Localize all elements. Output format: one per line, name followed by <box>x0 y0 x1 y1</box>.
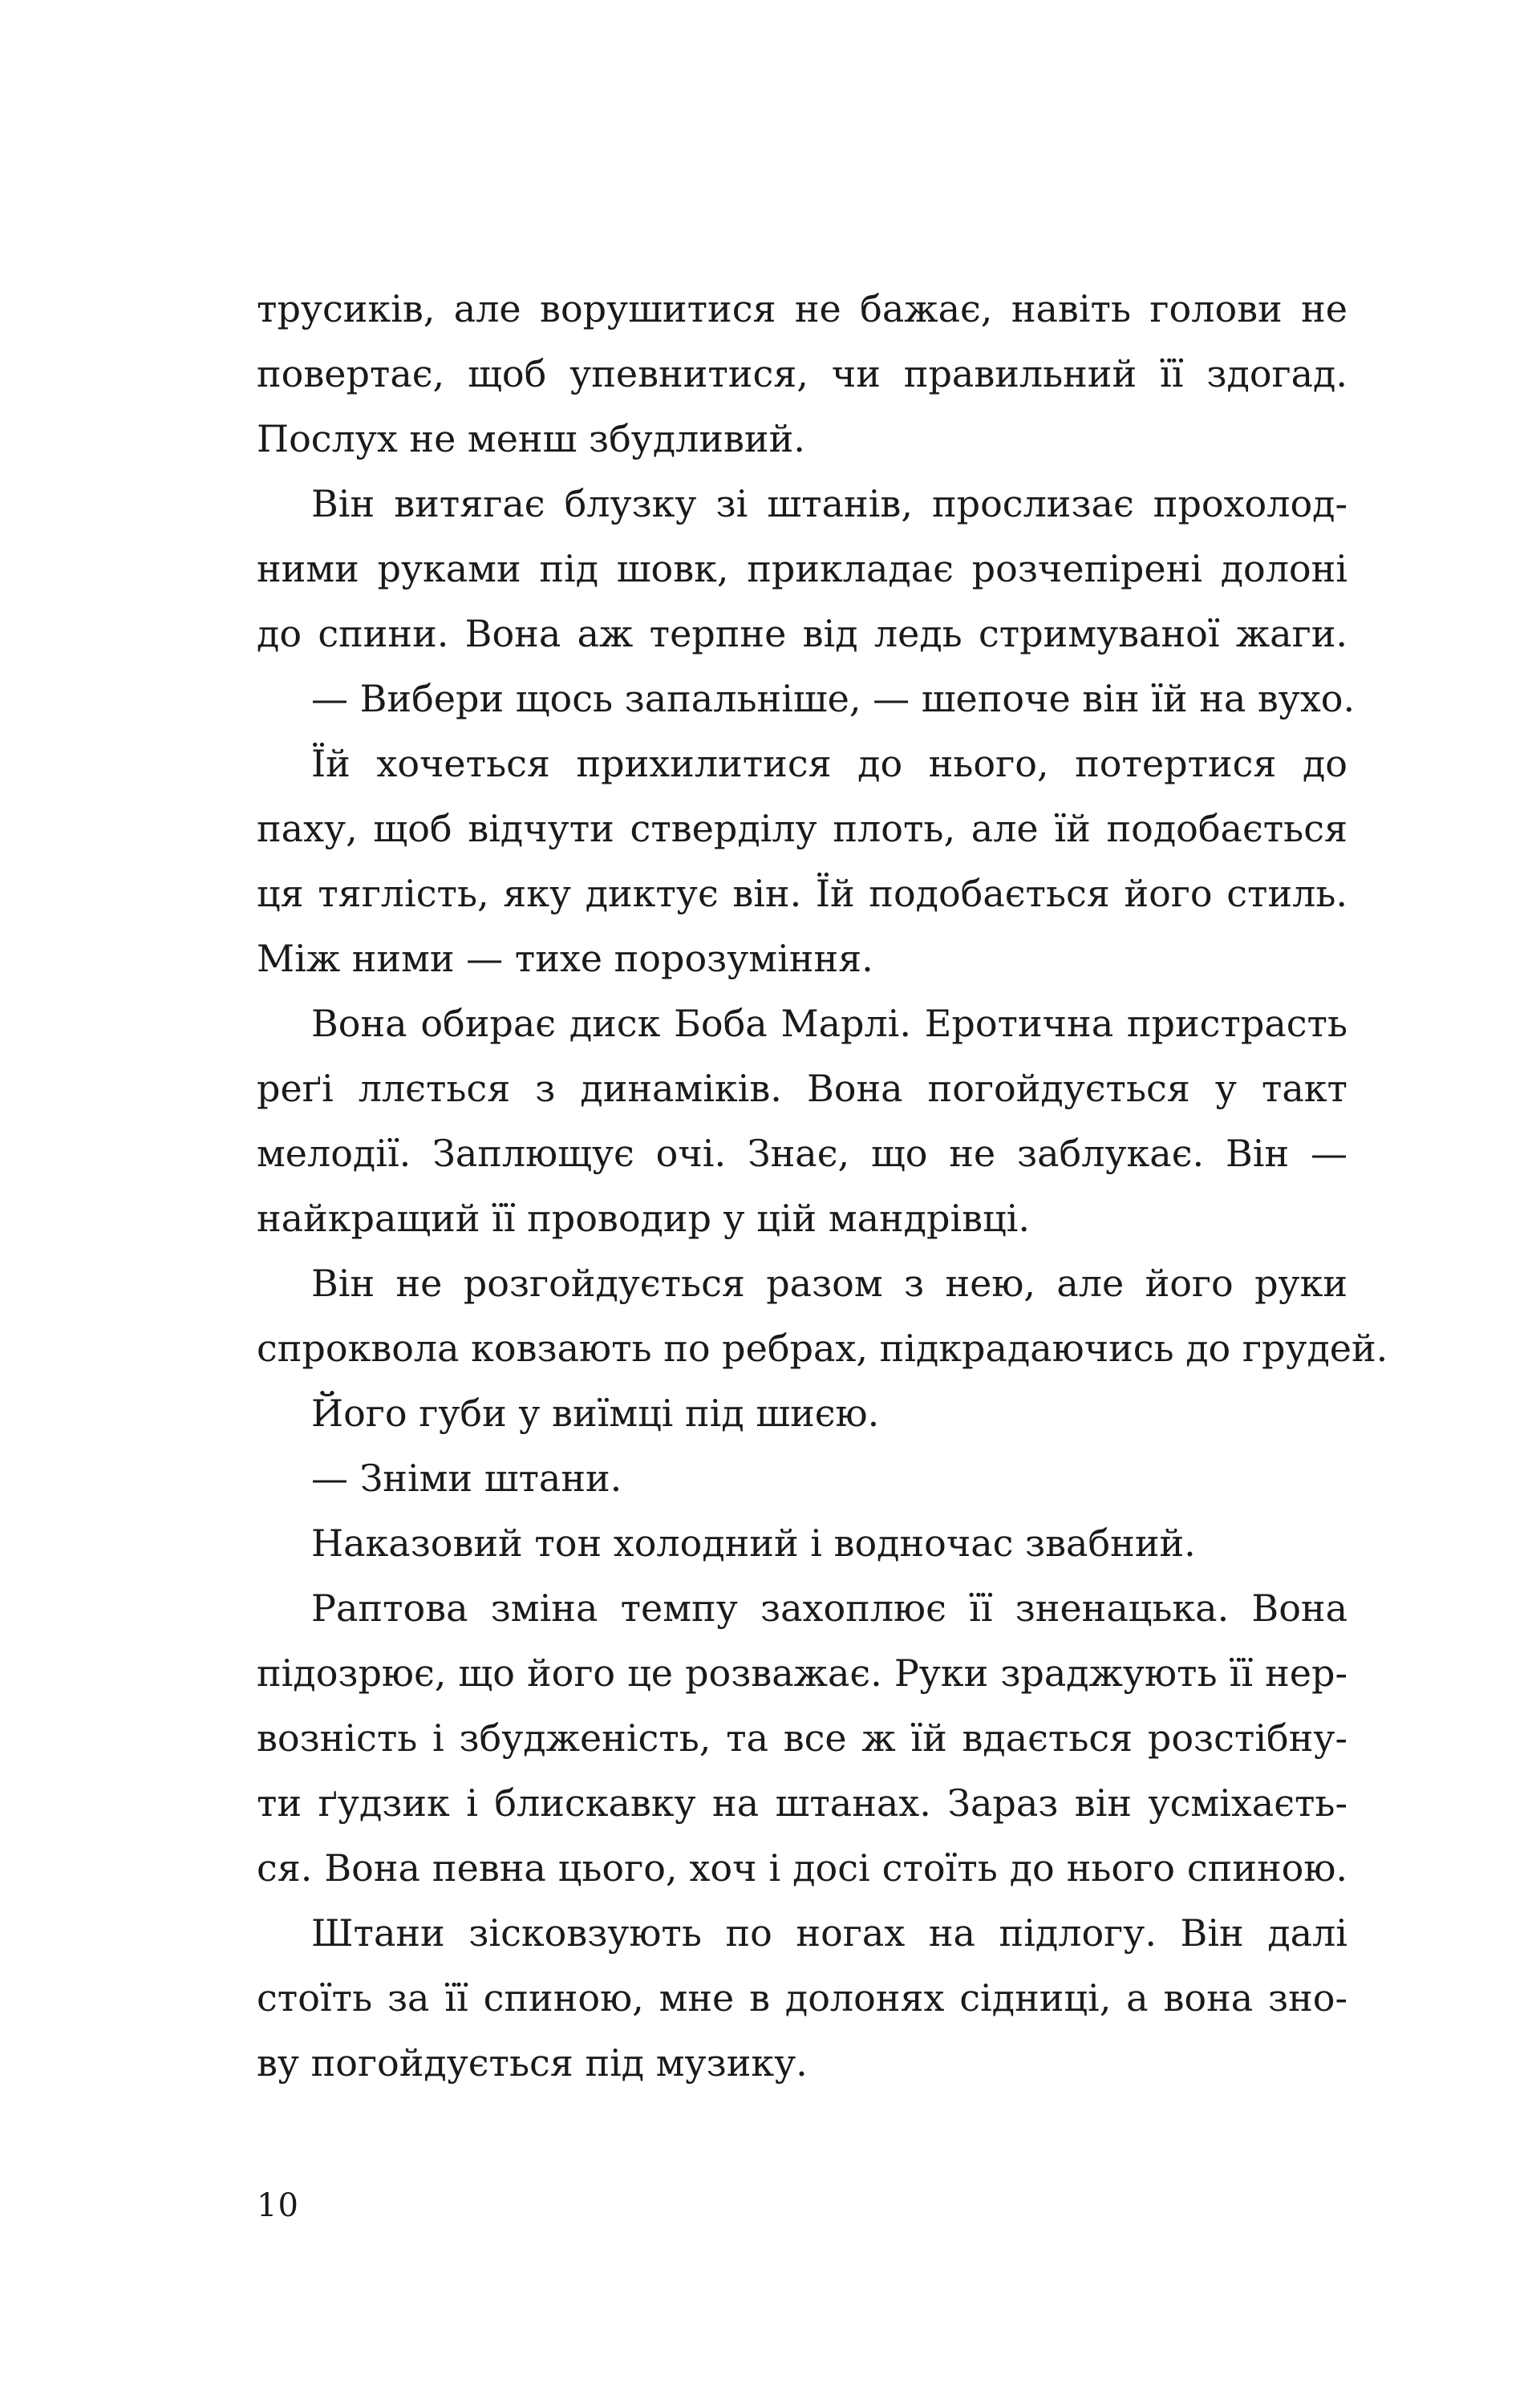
text-line: трусиків, але ворушитися не бажає, навіть голови не <box>257 287 1348 330</box>
text-line: ними руками під шовк, прикладає розчепірені долоні <box>257 547 1348 590</box>
text-line: паху, щоб відчути стверділу плоть, але їй подобається <box>257 807 1348 850</box>
text-line: Вона обирає диск Боба Марлі. Еротична пристрасть <box>311 1002 1348 1045</box>
text-line: Він витягає блузку зі штанів, прослизає прохолод- <box>311 482 1348 525</box>
text-line: найкращий її проводир у цій мандрівці. <box>257 1197 1030 1240</box>
text-line: підозрює, що його це розважає. Руки зраджують її нер- <box>257 1651 1348 1695</box>
text-line: Між ними — тихе порозуміння. <box>257 937 873 980</box>
text-line: Наказовий тон холодний і водночас звабний. <box>311 1522 1196 1565</box>
text-line: ця тяглість, яку диктує він. Їй подобається його стиль. <box>257 872 1348 915</box>
text-line: Послух не менш збудливий. <box>257 417 805 460</box>
text-line: ву погойдується під музику. <box>257 2041 808 2085</box>
text-line: ся. Вона певна цього, хоч і досі стоїть до нього спиною. <box>257 1846 1348 1890</box>
text-line: — Зніми штани. <box>311 1457 622 1500</box>
text-line: Їй хочеться прихилитися до нього, потертися до <box>311 742 1348 785</box>
text-line: до спини. Вона аж терпне від ледь стримуваної жаги. <box>257 612 1348 655</box>
text-line: повертає, щоб упевнитися, чи правильний її здогад. <box>257 352 1348 395</box>
body-text <box>257 277 1388 2096</box>
page-number: 10 <box>257 2187 299 2224</box>
text-line: Штани зісковзують по ногах на підлогу. Він далі <box>311 1911 1348 1955</box>
text-line: Він не розгойдується разом з нею, але його руки <box>311 1262 1348 1305</box>
text-line: Його губи у виїмці під шиєю. <box>311 1392 880 1435</box>
text-line: — Вибери щось запальніше, — шепоче він їй на вухо. <box>311 677 1356 720</box>
text-line: ти ґудзик і блискавку на штанах. Зараз він усміхаєть- <box>257 1781 1348 1825</box>
text-line: Раптова зміна темпу захоплює її зненацька. Вона <box>311 1586 1348 1630</box>
text-line: стоїть за її спиною, мне в долонях сідниці, а вона зно- <box>257 1976 1348 2020</box>
text-line: возність і збудженість, та все ж їй вдається розстібну- <box>257 1716 1348 1760</box>
text-line: спроквола ковзають по ребрах, підкрадаючись до грудей. <box>257 1327 1388 1370</box>
text-line: реґі ллється з динаміків. Вона погойдується у такт <box>257 1067 1348 1110</box>
text-line: мелодії. Заплющує очі. Знає, що не заблукає. Він — <box>257 1132 1348 1175</box>
